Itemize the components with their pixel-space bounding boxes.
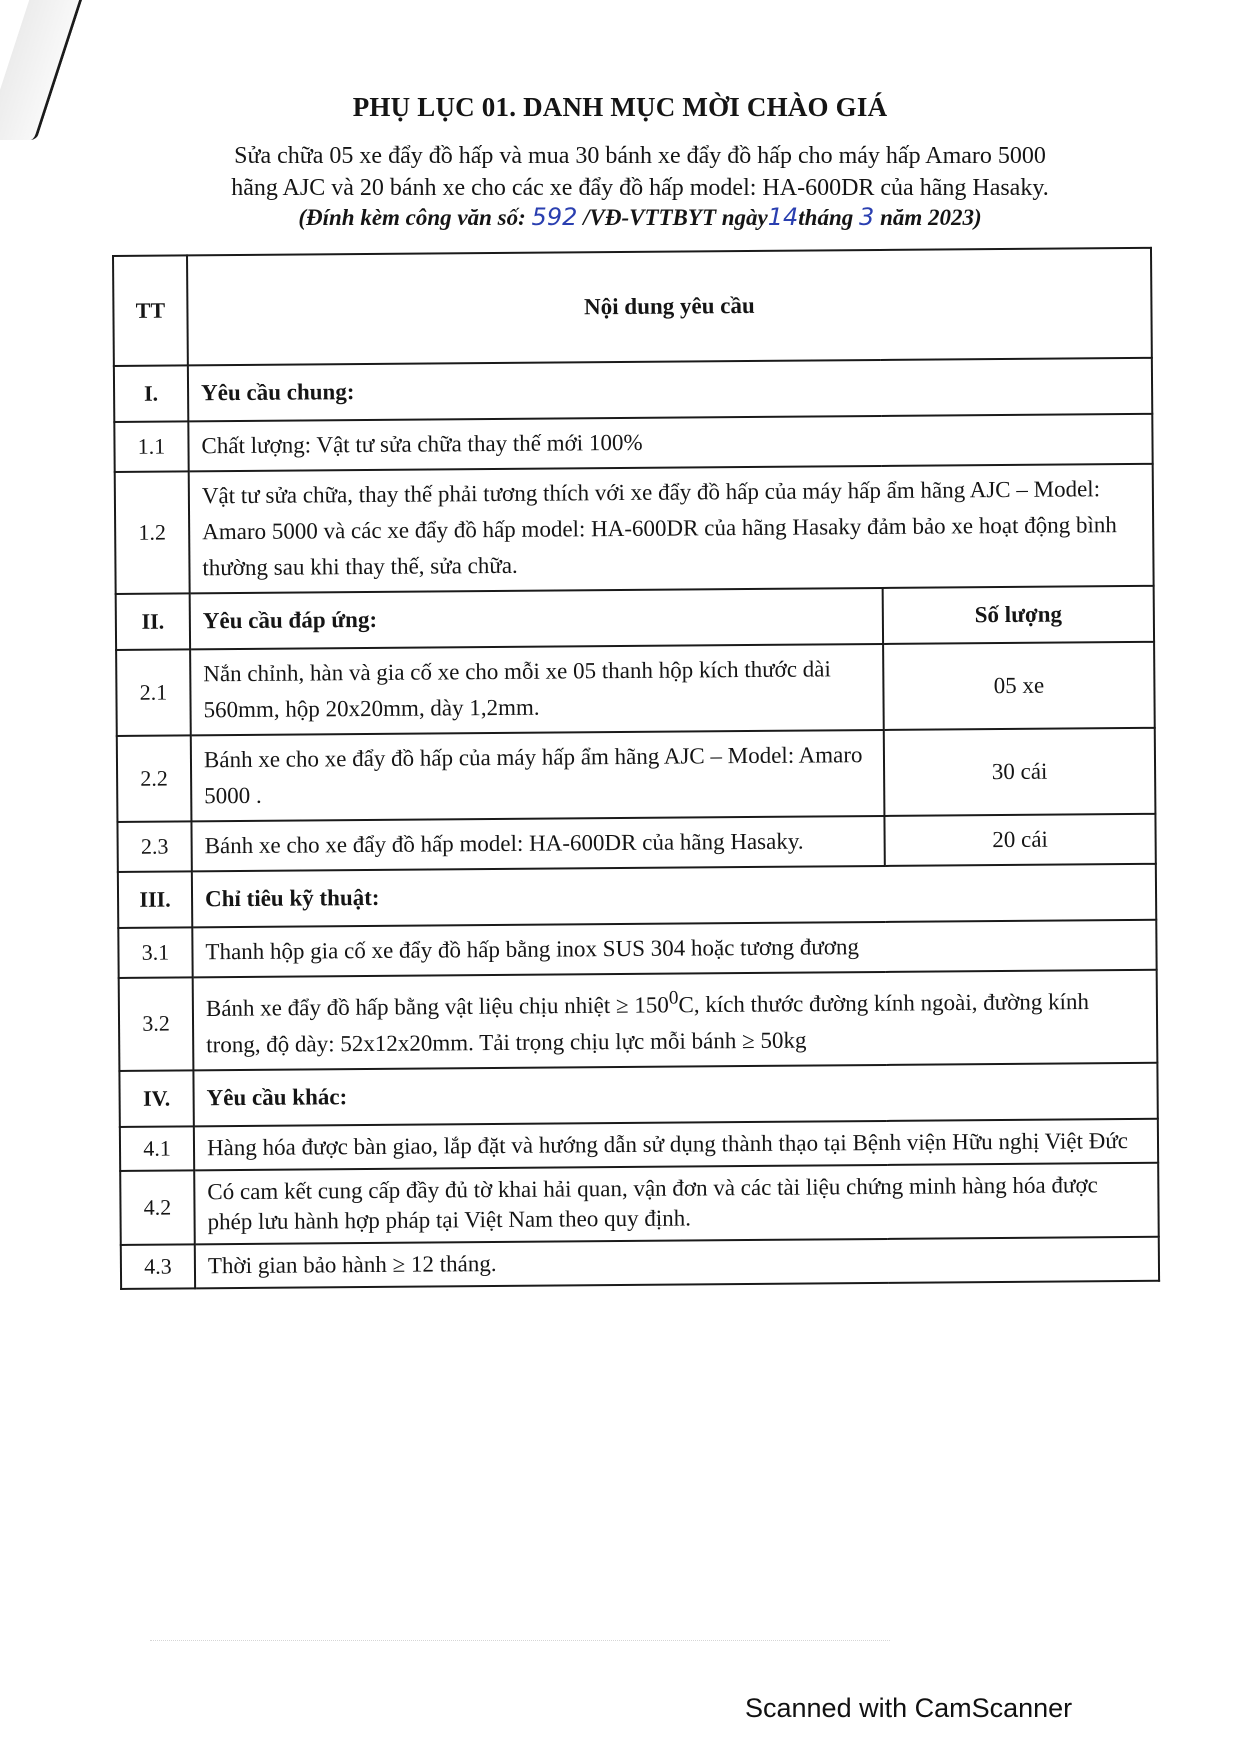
row-number: 3.2 — [119, 977, 194, 1070]
table-row — [114, 414, 1152, 472]
row-number: 4.2 — [120, 1170, 195, 1245]
row-number: 2.2 — [117, 735, 192, 822]
row-content: Thanh hộp gia cố xe đẩy đồ hấp bằng inox SUS 304 hoặc tương đương — [192, 920, 1156, 978]
table-row — [117, 728, 1156, 822]
section-label: Yêu cầu khác: — [193, 1062, 1157, 1126]
header-content: Nội dung yêu cầu — [187, 248, 1152, 366]
handwritten-document-number: 592 — [531, 203, 578, 231]
row-number: 2.1 — [116, 649, 191, 736]
reference-prefix: (Đính kèm công văn số: — [298, 205, 526, 230]
document-title: PHỤ LỤC 01. DANH MỤC MỜI CHÀO GIÁ — [352, 92, 888, 122]
row-content-part: Bánh xe đẩy đồ hấp bằng vật liệu chịu nhiệt ≥ 150 — [205, 992, 669, 1021]
table-row — [116, 642, 1155, 736]
section-number: I. — [114, 365, 188, 422]
table-row — [120, 1162, 1159, 1244]
quantity-header: Số lượng — [883, 586, 1154, 644]
row-number: 4.1 — [120, 1126, 194, 1171]
section-row-technical — [118, 864, 1156, 928]
row-quantity: 30 cái — [884, 728, 1156, 816]
table-header-row — [113, 248, 1152, 366]
subtitle-line-2: hãng AJC và 20 bánh xe cho các xe đẩy đồ hấp model: HA-600DR của hãng Hasaky. — [231, 175, 1049, 201]
subtitle-line-1: Sửa chữa 05 xe đẩy đồ hấp và mua 30 bánh xe đẩy đồ hấp cho máy hấp Amaro 5000 — [234, 143, 1046, 169]
camscanner-watermark: Scanned with CamScanner — [745, 1693, 1073, 1723]
reference-middle: /VĐ-VTTBYT ngày — [583, 205, 768, 230]
row-quantity: 20 cái — [884, 814, 1155, 866]
row-content: Có cam kết cung cấp đầy đủ tờ khai hải quan, vận đơn và các tài liệu chứng minh hàng hóa được phép lưu hành hợp pháp tại Việt Nam theo quy định. — [194, 1162, 1159, 1244]
degree-superscript: 0 — [668, 987, 679, 1009]
section-number: IV. — [119, 1070, 193, 1127]
document-subtitle — [160, 140, 1120, 204]
section-label: Chỉ tiêu kỹ thuật: — [192, 864, 1156, 928]
row-number: 1.1 — [114, 421, 188, 472]
row-content-part: C, kích thước đường kính ngoài, đường kính trong, độ dày: 52x12x20mm. Tải trọng chịu lực mỗi bánh ≥ 50kg — [206, 989, 1090, 1057]
row-number: 4.3 — [121, 1244, 195, 1289]
handwritten-day: 14 — [767, 203, 799, 231]
row-content: Thời gian bảo hành ≥ 12 tháng. — [195, 1236, 1159, 1288]
section-row-general — [114, 358, 1152, 422]
row-number: 1.2 — [115, 471, 190, 594]
row-number: 2.3 — [117, 821, 191, 872]
row-content: Nắn chỉnh, hàn và gia cố xe cho mỗi xe 05 thanh hộp kích thước dài 560mm, hộp 20x20mm, dày 1,2mm. — [190, 644, 884, 735]
row-content: Chất lượng: Vật tư sửa chữa thay thế mới 100% — [188, 414, 1152, 472]
section-row-other — [119, 1062, 1157, 1126]
reference-suffix: năm 2023) — [880, 205, 982, 230]
table-row — [119, 970, 1158, 1071]
header-tt: TT — [113, 255, 188, 366]
scan-artifact-line — [150, 1640, 890, 1642]
table-row — [121, 1236, 1159, 1288]
row-content: Bánh xe cho xe đẩy đồ hấp của máy hấp ẩm hãng AJC – Model: Amaro 5000 . — [191, 730, 885, 821]
table-row — [118, 920, 1156, 978]
section-number: III. — [118, 871, 192, 928]
section-label: Yêu cầu đáp ứng: — [190, 588, 883, 649]
reference-line — [160, 203, 1120, 231]
section-row-response — [116, 586, 1154, 650]
section-number: II. — [116, 593, 190, 650]
requirements-table — [112, 247, 1160, 1290]
reference-month-label: tháng — [798, 205, 854, 230]
row-content: Hàng hóa được bàn giao, lắp đặt và hướng dẫn sử dụng thành thạo tại Bệnh viện Hữu nghị Việt Đức — [194, 1118, 1158, 1170]
handwritten-month: 3 — [859, 203, 875, 231]
row-number: 3.1 — [118, 927, 192, 978]
row-content — [193, 970, 1158, 1070]
row-quantity: 05 xe — [883, 642, 1155, 730]
table-row — [115, 464, 1154, 594]
section-label: Yêu cầu chung: — [188, 358, 1152, 422]
row-content: Vật tư sửa chữa, thay thế phải tương thích với xe đẩy đồ hấp của máy hấp ẩm hãng AJC – Model: Amaro 5000 và các xe đẩy đồ hấp model: HA-600DR của hãng Hasaky đảm bảo xe hoạt động bình thường sau khi thay thế, sửa chữa. — [189, 464, 1154, 594]
table-row — [117, 814, 1155, 872]
row-content: Bánh xe cho xe đẩy đồ hấp model: HA-600DR của hãng Hasaky. — [191, 816, 884, 871]
